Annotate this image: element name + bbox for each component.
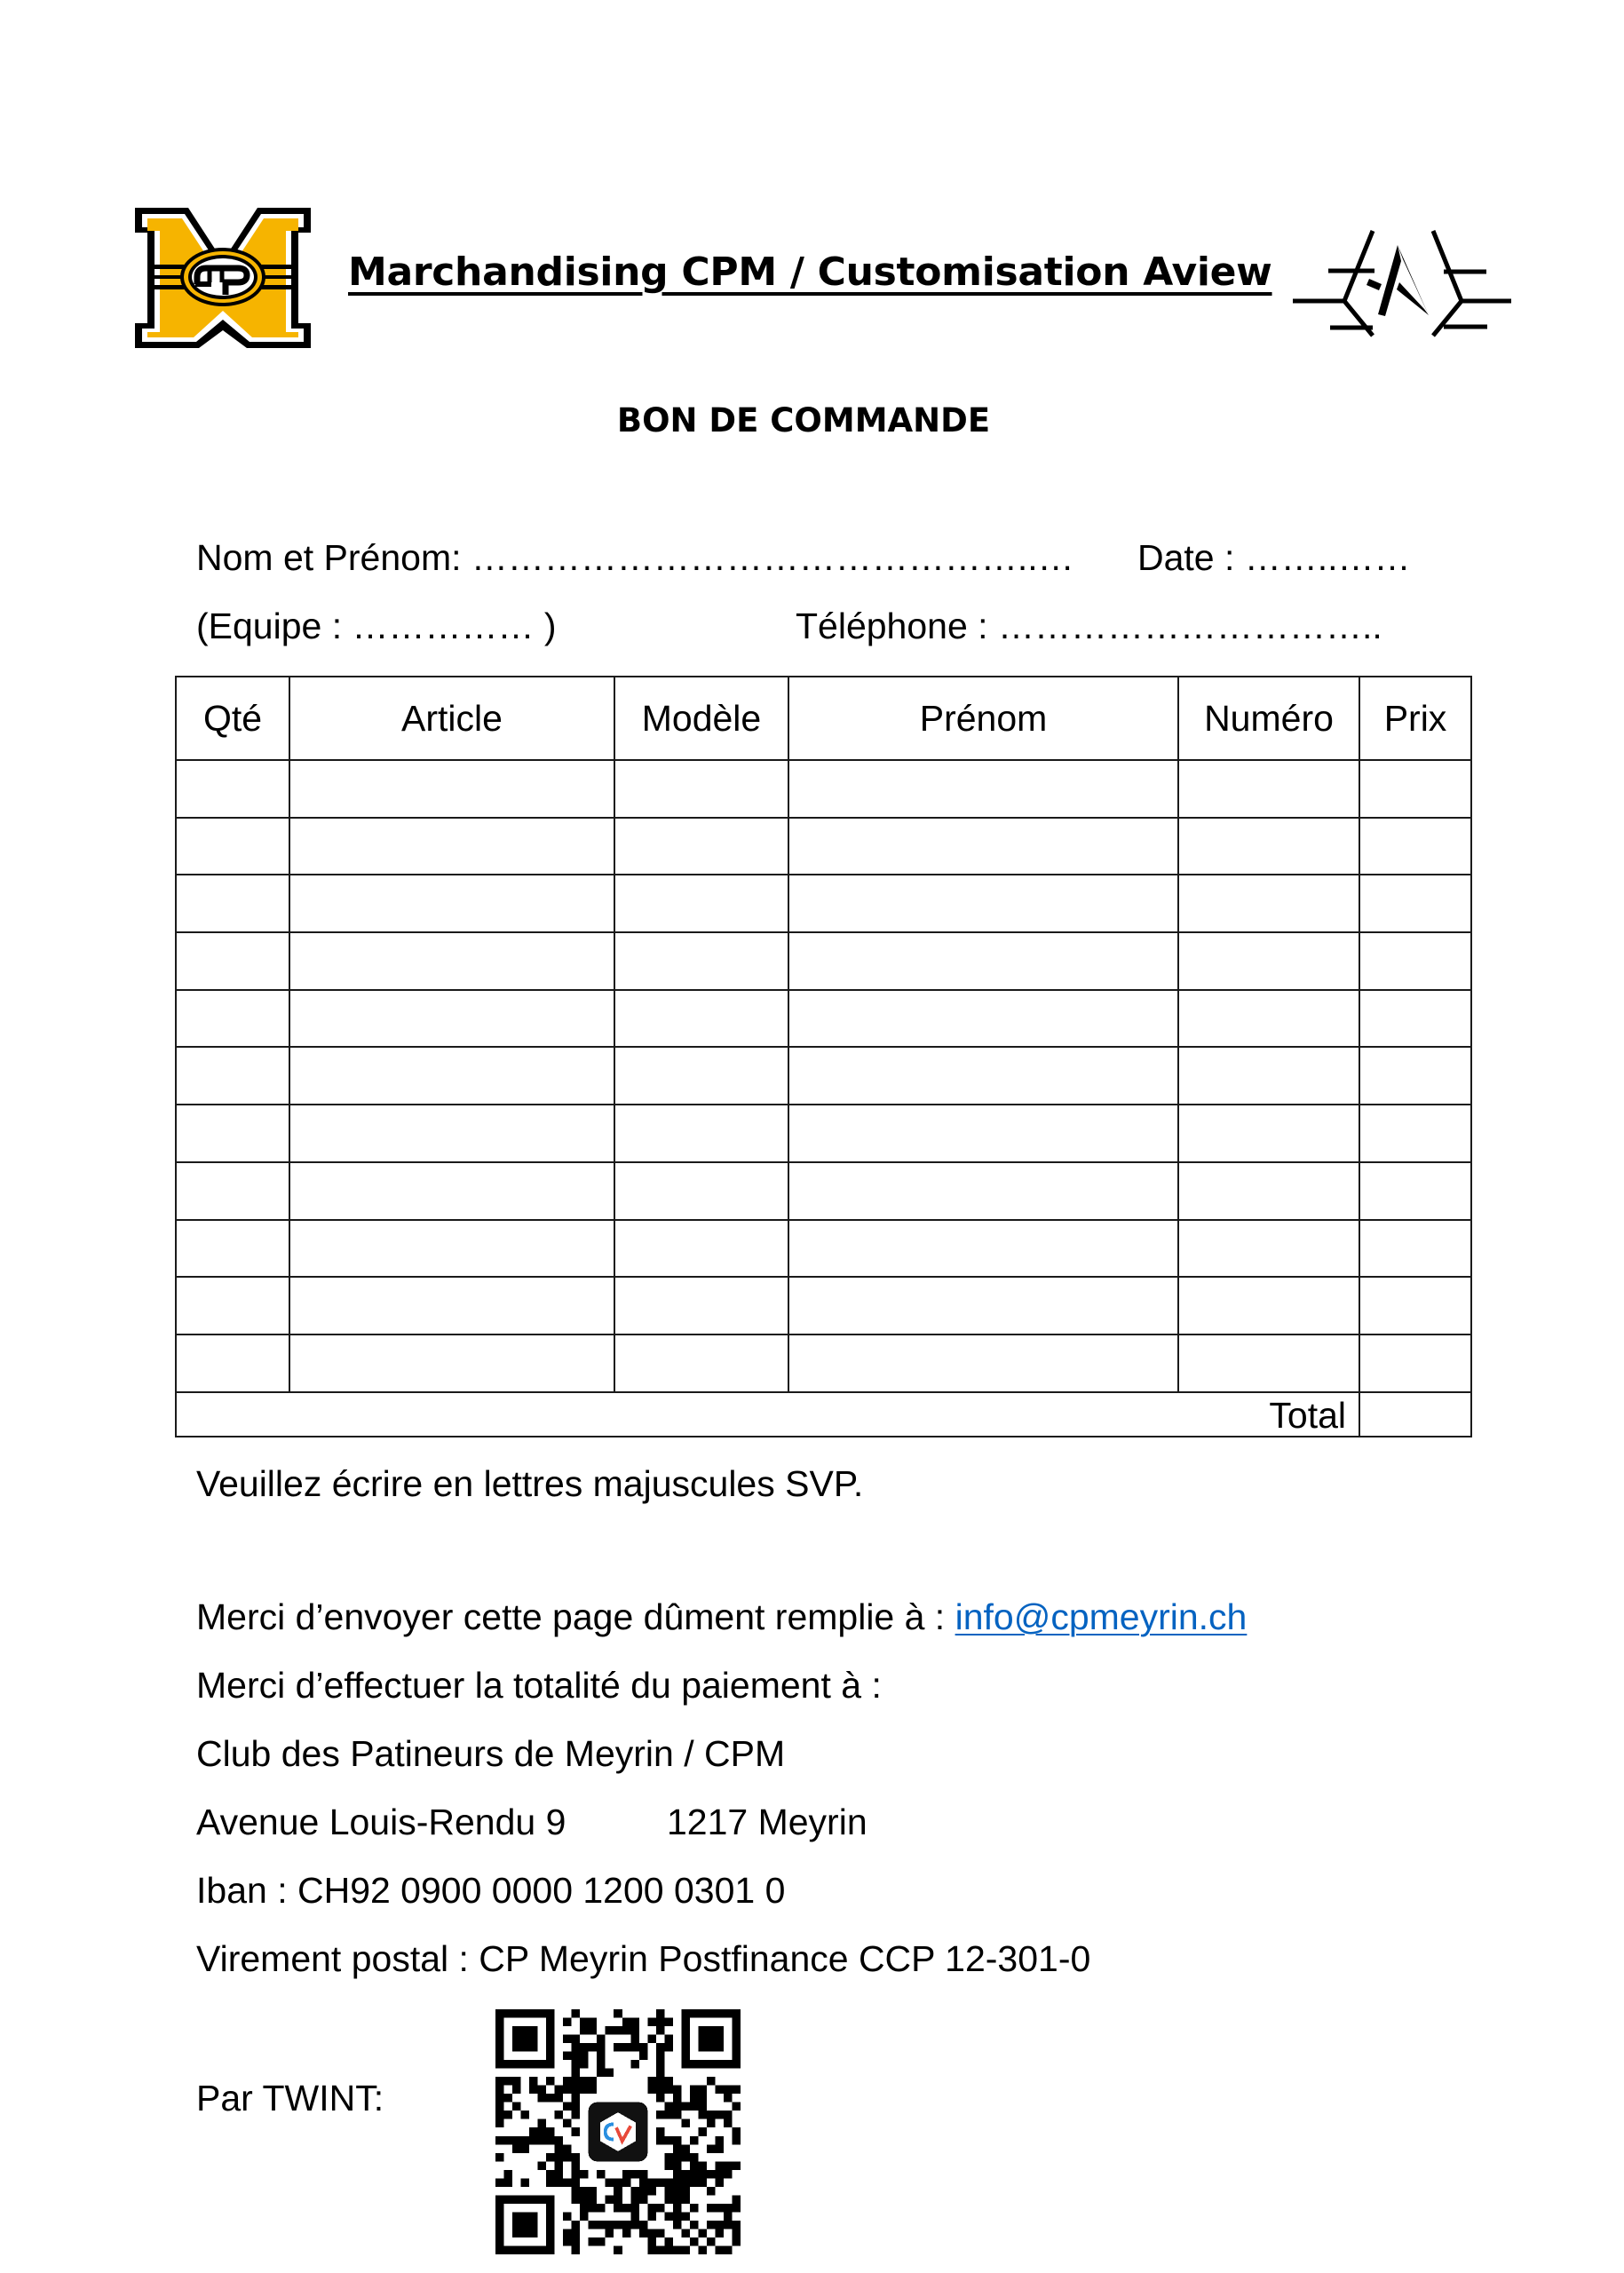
payment-intro: Merci d’effectuer la totalité du paiement à : <box>196 1665 882 1706</box>
cell-article[interactable] <box>289 1105 614 1162</box>
cell-number[interactable] <box>1178 1220 1359 1278</box>
cell-qty[interactable] <box>176 1105 289 1162</box>
column-header-model: Modèle <box>614 677 788 760</box>
cell-number[interactable] <box>1178 818 1359 875</box>
cell-model[interactable] <box>614 1277 788 1334</box>
cell-firstname[interactable] <box>788 1220 1178 1278</box>
cell-number[interactable] <box>1178 990 1359 1048</box>
cell-price[interactable] <box>1359 875 1471 932</box>
club-name: Club des Patineurs de Meyrin / CPM <box>196 1733 786 1774</box>
cell-firstname[interactable] <box>788 1162 1178 1220</box>
cell-firstname[interactable] <box>788 760 1178 818</box>
cell-price[interactable] <box>1359 1334 1471 1392</box>
cell-firstname[interactable] <box>788 1047 1178 1105</box>
cell-qty[interactable] <box>176 1277 289 1334</box>
page-header-title: Marchandising CPM / Customisation Aview <box>348 249 1272 295</box>
cell-qty[interactable] <box>176 1047 289 1105</box>
city-address: 1217 Meyrin <box>667 1802 867 1842</box>
cell-price[interactable] <box>1359 818 1471 875</box>
cell-article[interactable] <box>289 1047 614 1105</box>
cell-article[interactable] <box>289 990 614 1048</box>
aview-logo-icon <box>1293 227 1513 337</box>
table-row <box>176 1220 1471 1278</box>
cell-model[interactable] <box>614 875 788 932</box>
cell-article[interactable] <box>289 875 614 932</box>
cell-firstname[interactable] <box>788 1277 1178 1334</box>
cell-price[interactable] <box>1359 760 1471 818</box>
cell-price[interactable] <box>1359 1162 1471 1220</box>
cell-article[interactable] <box>289 932 614 990</box>
cell-number[interactable] <box>1178 1334 1359 1392</box>
phone-field-label[interactable]: Téléphone : ………………………….. <box>796 606 1382 646</box>
column-header-article: Article <box>289 677 614 760</box>
cell-qty[interactable] <box>176 1220 289 1278</box>
column-header-number: Numéro <box>1178 677 1359 760</box>
cell-number[interactable] <box>1178 1162 1359 1220</box>
cell-qty[interactable] <box>176 1162 289 1220</box>
cell-number[interactable] <box>1178 1047 1359 1105</box>
cell-qty[interactable] <box>176 875 289 932</box>
table-row <box>176 990 1471 1048</box>
cell-price[interactable] <box>1359 932 1471 990</box>
table-row <box>176 1105 1471 1162</box>
table-row <box>176 1162 1471 1220</box>
cell-qty[interactable] <box>176 990 289 1048</box>
cell-article[interactable] <box>289 1334 614 1392</box>
cell-qty[interactable] <box>176 760 289 818</box>
column-header-price: Prix <box>1359 677 1471 760</box>
cell-number[interactable] <box>1178 875 1359 932</box>
table-row <box>176 1277 1471 1334</box>
twint-qr-code-icon[interactable] <box>495 2009 741 2254</box>
street-address: Avenue Louis-Rendu 9 <box>196 1802 566 1842</box>
cell-price[interactable] <box>1359 1105 1471 1162</box>
cell-model[interactable] <box>614 990 788 1048</box>
cell-firstname[interactable] <box>788 1334 1178 1392</box>
cell-model[interactable] <box>614 818 788 875</box>
cell-article[interactable] <box>289 1162 614 1220</box>
cell-firstname[interactable] <box>788 818 1178 875</box>
cell-firstname[interactable] <box>788 990 1178 1048</box>
cell-qty[interactable] <box>176 1334 289 1392</box>
cell-number[interactable] <box>1178 1277 1359 1334</box>
cell-number[interactable] <box>1178 760 1359 818</box>
send-instructions-text: Merci d’envoyer cette page dûment remplie à : <box>196 1596 955 1637</box>
cell-number[interactable] <box>1178 1105 1359 1162</box>
total-value-cell[interactable] <box>1359 1392 1471 1437</box>
cell-price[interactable] <box>1359 990 1471 1048</box>
send-instructions <box>196 1596 1248 1637</box>
total-row <box>176 1392 1471 1437</box>
table-row <box>176 932 1471 990</box>
cell-firstname[interactable] <box>788 932 1178 990</box>
table-header-row <box>176 677 1471 760</box>
table-row <box>176 875 1471 932</box>
cell-qty[interactable] <box>176 818 289 875</box>
column-header-qty: Qté <box>176 677 289 760</box>
postal-transfer: Virement postal : CP Meyrin Postfinance CCP 12-301-0 <box>196 1938 1091 1979</box>
cell-price[interactable] <box>1359 1047 1471 1105</box>
cell-model[interactable] <box>614 1162 788 1220</box>
column-header-firstname: Prénom <box>788 677 1178 760</box>
cell-article[interactable] <box>289 1220 614 1278</box>
table-row <box>176 1047 1471 1105</box>
uppercase-notice: Veuillez écrire en lettres majuscules SVP. <box>196 1463 864 1504</box>
order-table <box>175 676 1472 1437</box>
cell-model[interactable] <box>614 932 788 990</box>
cpm-m-logo-icon <box>133 206 313 350</box>
table-row <box>176 818 1471 875</box>
team-field-label[interactable]: (Equipe : …………… ) <box>196 606 557 646</box>
cell-article[interactable] <box>289 818 614 875</box>
total-label: Total <box>176 1392 1359 1437</box>
cell-qty[interactable] <box>176 932 289 990</box>
cell-model[interactable] <box>614 1334 788 1392</box>
table-row <box>176 760 1471 818</box>
iban: Iban : CH92 0900 0000 1200 0301 0 <box>196 1870 786 1911</box>
document-title: BON DE COMMANDE <box>616 401 991 440</box>
cell-model[interactable] <box>614 1220 788 1278</box>
cell-price[interactable] <box>1359 1220 1471 1278</box>
cell-price[interactable] <box>1359 1277 1471 1334</box>
twint-label: Par TWINT: <box>196 2078 384 2119</box>
name-field-label[interactable]: Nom et Prénom: ………………………………………..… <box>196 537 1074 578</box>
cell-model[interactable] <box>614 1105 788 1162</box>
cell-number[interactable] <box>1178 932 1359 990</box>
cell-article[interactable] <box>289 760 614 818</box>
cell-firstname[interactable] <box>788 1105 1178 1162</box>
date-field-label[interactable]: Date : ……..…… <box>1137 537 1411 578</box>
cell-firstname[interactable] <box>788 875 1178 932</box>
cell-model[interactable] <box>614 1047 788 1105</box>
table-row <box>176 1334 1471 1392</box>
email-link[interactable]: info@cpmeyrin.ch <box>955 1596 1248 1637</box>
cell-model[interactable] <box>614 760 788 818</box>
cell-article[interactable] <box>289 1277 614 1334</box>
